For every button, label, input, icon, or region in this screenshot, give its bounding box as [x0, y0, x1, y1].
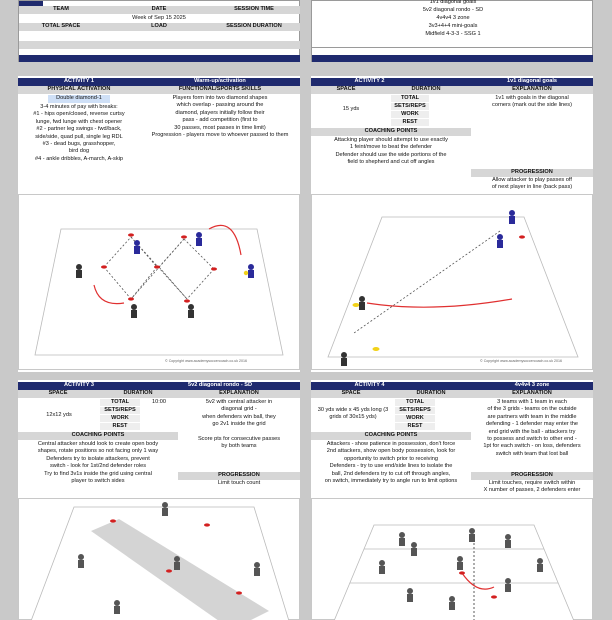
duration-label: DURATION — [381, 86, 471, 94]
activity-1-title: Warm-up/activation — [140, 78, 300, 86]
activity-1-copyright: © Copyright www.academysoccercoach.co.uk 2016 — [165, 359, 247, 363]
progression-label: PROGRESSION — [471, 472, 593, 480]
activity-2-diagram — [311, 194, 593, 370]
progression-text: Limit touch count — [217, 480, 261, 486]
space-label: SPACE — [311, 86, 381, 94]
activity-2-title: 1v1 diagonal goals — [471, 78, 593, 86]
activity-2-card — [311, 76, 593, 372]
activity-4-card — [311, 380, 593, 620]
progression-text: Limit touches, require switch within X number of passes, 2 defenders enter — [483, 480, 581, 494]
activity-4-diagram — [311, 498, 593, 620]
session-plan-list — [311, 0, 593, 62]
activity-3-card — [18, 380, 300, 620]
coaching-points-text: Attacking player should attempt to use exactly 1 feint/move to beat the defender Defender should use the wide portions of the field to shepherd and cut off angles — [334, 137, 448, 166]
explanation-label: EXPLANATION — [471, 86, 593, 94]
explanation-label: EXPLANATION — [178, 390, 300, 398]
session-header-table — [18, 0, 300, 62]
activity-2-number: ACTIVITY 2 — [311, 78, 428, 86]
plan-item[interactable]: 4v4v4 3 zone — [436, 15, 470, 21]
space-value[interactable]: 30 yds wide x 45 yds long (3 grids of 30x15 yds) — [317, 407, 389, 421]
activity-4-number: ACTIVITY 4 — [311, 382, 428, 390]
total-label: TOTAL — [391, 95, 429, 102]
coaching-points-text: Central attacker should look to create open body shapes, rotate positions so not facing only 1 way Defenders try to isolate attackers, prevent switch - look for 1st/2nd defender roles Try to find 3v1s inside the grid using central player to switch sides — [37, 441, 159, 485]
activity-1-number: ACTIVITY 1 — [18, 78, 140, 86]
activity-3-title: 5v2 diagonal rondo - SD — [140, 382, 300, 390]
explanation-text: 3 teams with 1 team in each of the 3 grids - teams on the outside are partners with team in the middle defending - 1 defender may enter the end grid with the ball - attackers try to possess and switch to other end - 1pt for each switch - on loss, defenders switch with team that lost ball — [483, 399, 581, 457]
activity-1-diagram — [18, 194, 300, 370]
activity-1-card — [18, 76, 300, 372]
session-duration-label: SESSION DURATION — [226, 23, 282, 29]
explanation-label: EXPLANATION — [471, 390, 593, 398]
sets-reps-label: SETS/REPS — [100, 407, 140, 414]
plan-item[interactable]: Midfield 4-3-3 - SSG 1 — [425, 31, 481, 37]
activity-3-number: ACTIVITY 3 — [18, 382, 140, 390]
session-time-label: SESSION TIME — [234, 6, 274, 12]
coaching-points-label: COACHING POINTS — [18, 432, 178, 440]
activity-3-diagram — [18, 498, 300, 620]
load-label: LOAD — [151, 23, 167, 29]
duration-label: DURATION — [98, 390, 178, 398]
activity-2-copyright: © Copyright www.academysoccercoach.co.uk 2016 — [480, 359, 562, 363]
progression-text: Allow attacker to play passes off of next player in line (back pass) — [491, 177, 573, 191]
total-value[interactable]: 10:00 — [152, 399, 166, 405]
space-value[interactable]: 15 yds — [342, 106, 360, 112]
physical-activation-text: 3-4 minutes of pay with breaks: #1 - hips open/closed, reverse curtsy lunge, fwd lunge with chest opener #2 - partner leg swings - fwd/back, side/side, quad pull, single leg RDL #3 - dead bugs, grasshopper, bird dog #4 - ankle dribbles, A-march, A-skip — [33, 104, 125, 162]
plan-item[interactable]: 5v2 diagonal rondo - SD — [422, 7, 484, 13]
duration-label: DURATION — [391, 390, 471, 398]
sets-reps-label: SETS/REPS — [391, 103, 429, 110]
rest-label: REST — [395, 423, 435, 430]
team-label: TEAM — [53, 6, 69, 12]
date-label: DATE — [151, 6, 167, 12]
coaching-points-text: Attackers - show patience in possession, don't force 2nd attackers, show open body possession, look for opportunity to switch prior to receiving Defenders - try to use end/side lines to isolate the ball, 2nd defenders try to cut off through angles, on switch, immediately try to angle run to limit options — [324, 441, 458, 485]
date-value[interactable]: Week of Sep 15 2025 — [132, 15, 186, 21]
plan-item[interactable]: 3v3+4+4 mini-goals — [428, 23, 478, 29]
functional-skills-text: Players form into two diamond shapes which overlap - passing around the diamond, players initially follow their pass - add competition (first to 30 passes, most passes in time limit) Progression - players move to whoever passed to them — [151, 95, 289, 139]
coaching-points-label: COACHING POINTS — [311, 432, 471, 440]
space-value[interactable]: 12x12 yds — [46, 412, 72, 418]
work-label: WORK — [395, 415, 435, 422]
explanation-text: 5v2 with central attacker in diagonal grid - when defenders win ball, they go 2v1 inside the grid Score pts for consecutive passes by both teams — [197, 399, 281, 450]
space-label: SPACE — [18, 390, 98, 398]
rest-label: REST — [391, 119, 429, 126]
explanation-text: 1v1 with goals in the diagonal corners (mark out the side lines) — [492, 95, 572, 109]
sets-reps-label: SETS/REPS — [395, 407, 435, 414]
work-label: WORK — [391, 111, 429, 118]
functional-skills-label: FUNCTIONAL/SPORTS SKILLS — [140, 86, 300, 94]
activity-1-highlight[interactable]: Double diamond-1 — [48, 95, 110, 103]
total-label: TOTAL — [100, 399, 140, 406]
total-label: TOTAL — [395, 399, 435, 406]
total-space-label: TOTAL SPACE — [41, 23, 81, 29]
space-label: SPACE — [311, 390, 391, 398]
coaching-points-label: COACHING POINTS — [311, 128, 471, 136]
progression-label: PROGRESSION — [178, 472, 300, 480]
plan-item[interactable]: 1v1 diagonal goals — [429, 0, 477, 5]
work-label: WORK — [100, 415, 140, 422]
rest-label: REST — [100, 423, 140, 430]
physical-activation-label: PHYSICAL ACTIVATION — [18, 86, 140, 94]
progression-label: PROGRESSION — [471, 169, 593, 177]
activity-4-title: 4v4v4 3 zone — [471, 382, 593, 390]
